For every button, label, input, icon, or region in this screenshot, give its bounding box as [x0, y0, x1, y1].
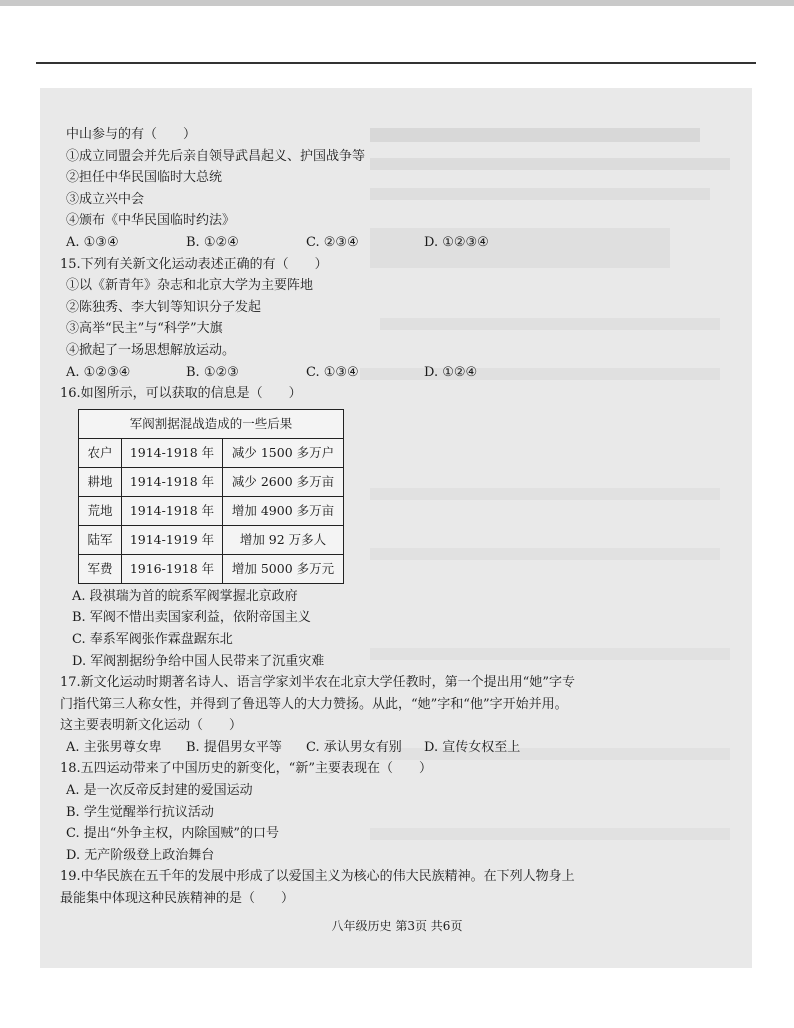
page-footer: 八年级历史 第3页 共6页: [331, 919, 463, 933]
table-cell-period: 1914-1919 年: [122, 525, 223, 554]
q18-stem: 18.五四运动带来了中国历史的新变化，“新”主要表现在（ ）: [60, 761, 432, 777]
q15-stem: 15.下列有关新文化运动表述正确的有（ ）: [60, 256, 328, 272]
q17-option-a[interactable]: A. 主张男尊女卑: [66, 739, 162, 755]
table-cell-change: 增加 5000 多万元: [223, 554, 344, 583]
q17-stem: 17.新文化运动时期著名诗人、语言学家刘半农在北京大学任教时，第一个提出用“她”字专门指代第三人称女性，并得到了鲁迅等人的大力赞扬。从此，“她”字和“他”字开始并用。这主要表明新文化运动（ ）: [60, 675, 575, 734]
table-row: [79, 554, 344, 583]
q18-option-a[interactable]: A. 是一次反帝反封建的爱国运动: [66, 783, 253, 799]
table-cell-change: 增加 4900 多万亩: [223, 496, 344, 525]
table-row: [79, 438, 344, 467]
table-cell-category: 农户: [79, 438, 122, 467]
q15-option-d[interactable]: D. ①②④: [424, 364, 478, 380]
q14-item-2: ②担任中华民国临时大总统: [66, 170, 223, 186]
q15-item-2: ②陈独秀、李大钊等知识分子发起: [66, 299, 262, 315]
q15-item-4: ④掀起了一场思想解放运动。: [66, 342, 236, 358]
table-cell-category: 军费: [79, 554, 122, 583]
table-caption: 军阀割据混战造成的一些后果: [79, 409, 344, 438]
warlord-consequence-table: [78, 409, 344, 584]
table-cell-change: 减少 1500 多万户: [223, 438, 344, 467]
q14-option-a[interactable]: A. ①③④: [66, 234, 119, 250]
q15-option-b[interactable]: B. ①②③: [186, 364, 239, 380]
q19-stem: 19.中华民族在五千年的发展中形成了以爱国主义为核心的伟大民族精神。在下列人物身上最能集中体现这种民族精神的是（ ）: [60, 869, 575, 907]
table-cell-period: 1914-1918 年: [122, 467, 223, 496]
table-cell-category: 耕地: [79, 467, 122, 496]
q16-option-d[interactable]: D. 军阀割据纷争给中国人民带来了沉重灾难: [72, 653, 325, 669]
table-row: [79, 467, 344, 496]
table-cell-period: 1914-1918 年: [122, 438, 223, 467]
table-cell-category: 陆军: [79, 525, 122, 554]
question-content: [60, 124, 586, 910]
table-cell-period: 1914-1918 年: [122, 496, 223, 525]
q17-options: [66, 737, 586, 759]
scan-top-edge: [0, 0, 794, 6]
q18-option-b[interactable]: B. 学生觉醒举行抗议活动: [66, 804, 214, 820]
table-row: [79, 496, 344, 525]
header-rule: [36, 62, 756, 64]
q14-stem-tail: 中山参与的有（ ）: [66, 127, 197, 142]
q16-stem: 16.如图所示，可以获取的信息是（ ）: [60, 386, 302, 402]
q17-option-c[interactable]: C. 承认男女有别: [306, 739, 402, 755]
q17-option-d[interactable]: D. 宣传女权至上: [424, 739, 521, 755]
table-cell-change: 增加 92 万多人: [223, 525, 344, 554]
q14-option-b[interactable]: B. ①②④: [186, 234, 239, 250]
q15-option-a[interactable]: A. ①②③④: [66, 364, 131, 380]
q14-item-4: ④颁布《中华民国临时约法》: [66, 213, 236, 229]
table-row: [79, 525, 344, 554]
q16-option-a[interactable]: A. 段祺瑞为首的皖系军阀掌握北京政府: [72, 588, 298, 604]
q16-option-c[interactable]: C. 奉系军阀张作霖盘踞东北: [72, 631, 233, 647]
q15-options: [66, 362, 586, 384]
q14-item-3: ③成立兴中会: [66, 191, 145, 207]
q18-option-d[interactable]: D. 无产阶级登上政治舞台: [66, 847, 215, 863]
table-cell-period: 1916-1918 年: [122, 554, 223, 583]
q14-options: [66, 232, 586, 254]
q14-option-d[interactable]: D. ①②③④: [424, 234, 489, 250]
q14-option-c[interactable]: C. ②③④: [306, 234, 359, 250]
table-cell-change: 减少 2600 多万亩: [223, 467, 344, 496]
q14-item-1: ①成立同盟会并先后亲自领导武昌起义、护国战争等: [66, 148, 366, 164]
q18-option-c[interactable]: C. 提出“外争主权，内除国贼”的口号: [66, 826, 280, 842]
q16-option-b[interactable]: B. 军阀不惜出卖国家利益，依附帝国主义: [72, 610, 311, 626]
q15-option-c[interactable]: C. ①③④: [306, 364, 359, 380]
q15-item-1: ①以《新青年》杂志和北京大学为主要阵地: [66, 278, 314, 294]
table-cell-category: 荒地: [79, 496, 122, 525]
q15-item-3: ③高举“民主”与“科学”大旗: [66, 321, 223, 337]
q17-option-b[interactable]: B. 提倡男女平等: [186, 739, 282, 755]
